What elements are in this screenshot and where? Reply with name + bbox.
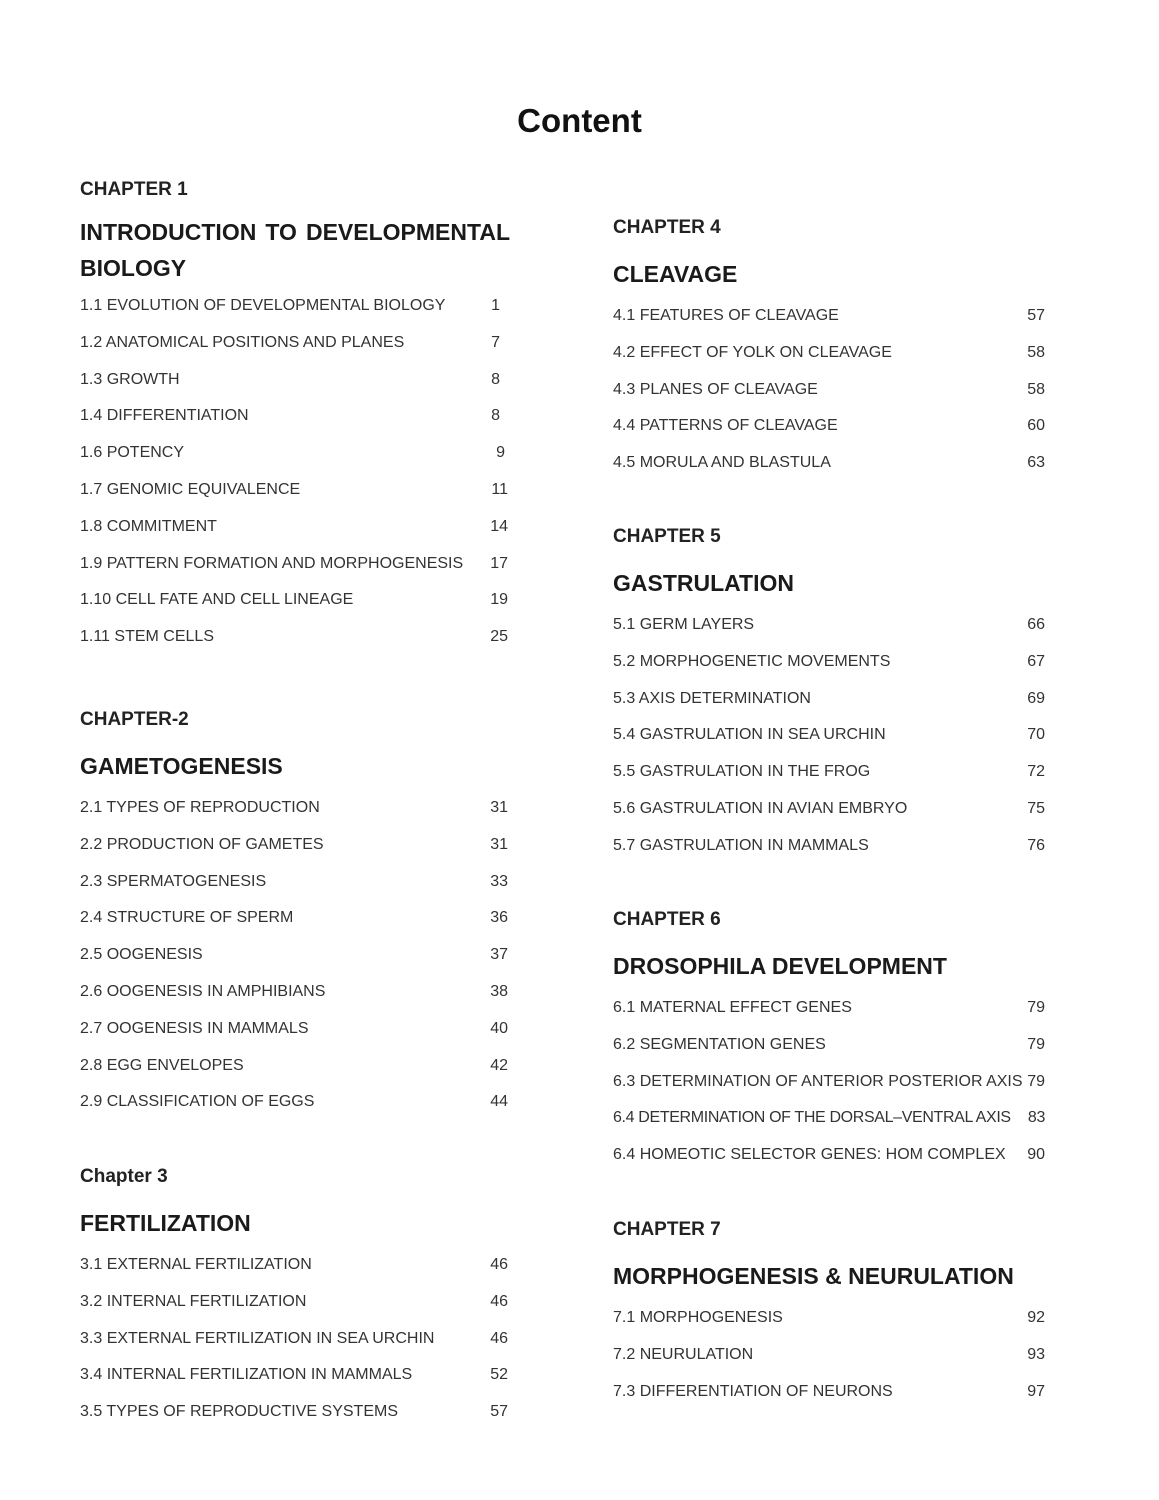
toc-entry-title: 5.4 GASTRULATION IN SEA URCHIN bbox=[613, 726, 886, 744]
toc-entry-page: 69 bbox=[1027, 689, 1045, 707]
toc-entry[interactable] bbox=[80, 1011, 510, 1048]
toc-entry[interactable] bbox=[80, 1357, 510, 1394]
toc-entry-title: 1.11 STEM CELLS bbox=[80, 628, 214, 646]
toc-entry[interactable] bbox=[613, 408, 1045, 445]
toc-entry-title: 2.3 SPERMATOGENESIS bbox=[80, 872, 267, 890]
toc-entry-page: 66 bbox=[1027, 616, 1045, 633]
toc-entry-page: 92 bbox=[1027, 1309, 1045, 1326]
toc-entry-page: 44 bbox=[490, 1093, 508, 1111]
toc-entry[interactable] bbox=[613, 1100, 1045, 1137]
chapter-title: DROSOPHILA DEVELOPMENT bbox=[613, 953, 947, 979]
toc-entry-page: 36 bbox=[490, 909, 508, 927]
toc-entry-list bbox=[613, 607, 1045, 865]
toc-entry-title: 1.1 EVOLUTION OF DEVELOPMENTAL BIOLOGY bbox=[80, 297, 446, 314]
toc-entry-title: 2.4 STRUCTURE OF SPERM bbox=[80, 909, 294, 927]
toc-entry-title: 1.3 GROWTH bbox=[80, 370, 180, 388]
chapter-7-section bbox=[613, 1216, 1045, 1410]
toc-entry-list bbox=[80, 1247, 510, 1431]
toc-entry-title: 6.3 DETERMINATION OF ANTERIOR POSTERIOR AXIS bbox=[613, 1072, 1023, 1090]
toc-entry-title: 4.3 PLANES OF CLEAVAGE bbox=[613, 380, 818, 398]
toc-entry-title: 5.3 AXIS DETERMINATION bbox=[613, 689, 811, 707]
toc-entry-page: 57 bbox=[490, 1403, 508, 1421]
toc-entry[interactable] bbox=[80, 435, 510, 472]
toc-entry[interactable] bbox=[613, 990, 1045, 1027]
toc-entry[interactable] bbox=[80, 1048, 510, 1085]
toc-entry[interactable] bbox=[80, 827, 510, 864]
toc-entry[interactable] bbox=[613, 1064, 1045, 1101]
toc-entry-page: 11 bbox=[491, 480, 508, 498]
toc-entry-list bbox=[613, 1300, 1045, 1410]
page-title: Content bbox=[517, 102, 642, 140]
toc-entry-page: 72 bbox=[1027, 763, 1045, 781]
toc-entry[interactable] bbox=[80, 546, 510, 583]
toc-entry-title: 2.6 OOGENESIS IN AMPHIBIANS bbox=[80, 982, 326, 1000]
toc-entry-page: 46 bbox=[490, 1256, 508, 1273]
toc-entry-title: 5.1 GERM LAYERS bbox=[613, 616, 755, 633]
toc-entry-title: 3.1 EXTERNAL FERTILIZATION bbox=[80, 1256, 312, 1273]
chapter-6-section bbox=[613, 906, 1045, 1174]
toc-entry-list bbox=[613, 990, 1045, 1174]
toc-entry[interactable] bbox=[80, 325, 510, 362]
toc-entry-title: 5.5 GASTRULATION IN THE FROG bbox=[613, 763, 871, 781]
toc-entry-title: 4.1 FEATURES OF CLEAVAGE bbox=[613, 307, 839, 324]
toc-entry-page: 90 bbox=[1027, 1146, 1045, 1164]
toc-entry[interactable] bbox=[80, 1247, 510, 1284]
toc-entry-title: 1.2 ANATOMICAL POSITIONS AND PLANES bbox=[80, 333, 405, 351]
toc-entry-title: 5.6 GASTRULATION IN AVIAN EMBRYO bbox=[613, 799, 908, 817]
toc-entry-page: 76 bbox=[1027, 836, 1045, 854]
chapter-label: CHAPTER-2 bbox=[80, 709, 189, 730]
toc-entry-title: 6.2 SEGMENTATION GENES bbox=[613, 1035, 826, 1053]
toc-entry-page: 79 bbox=[1027, 1072, 1045, 1090]
toc-entry-title: 1.9 PATTERN FORMATION AND MORPHOGENESIS bbox=[80, 554, 464, 572]
toc-entry-page: 8 bbox=[491, 370, 500, 388]
toc-entry[interactable] bbox=[613, 1300, 1045, 1337]
toc-entry[interactable] bbox=[613, 298, 1045, 335]
toc-entry-page: 58 bbox=[1027, 380, 1045, 398]
chapter-label: CHAPTER 5 bbox=[613, 526, 721, 547]
toc-entry-title: 6.1 MATERNAL EFFECT GENES bbox=[613, 999, 852, 1016]
toc-entry[interactable] bbox=[80, 619, 510, 656]
toc-entry-page: 57 bbox=[1027, 307, 1045, 324]
toc-entry-title: 1.6 POTENCY bbox=[80, 444, 185, 462]
toc-entry[interactable] bbox=[613, 644, 1045, 681]
toc-entry-title: 6.4 HOMEOTIC SELECTOR GENES: HOM COMPLEX bbox=[613, 1146, 1006, 1164]
toc-entry-page: 31 bbox=[490, 799, 508, 816]
toc-entry[interactable] bbox=[613, 372, 1045, 409]
toc-entry-page: 1 bbox=[491, 297, 500, 314]
toc-entry[interactable] bbox=[80, 582, 510, 619]
toc-entry-page: 63 bbox=[1027, 454, 1045, 472]
toc-entry[interactable] bbox=[80, 937, 510, 974]
chapter-5-section bbox=[613, 523, 1045, 865]
chapter-label: CHAPTER 1 bbox=[80, 179, 188, 200]
toc-entry-page: 75 bbox=[1027, 799, 1045, 817]
toc-entry[interactable] bbox=[80, 288, 510, 325]
toc-entry-title: 2.5 OOGENESIS bbox=[80, 946, 203, 964]
chapter-title: GAMETOGENESIS bbox=[80, 753, 283, 779]
chapter-2-section bbox=[80, 706, 510, 1121]
toc-entry-page: 60 bbox=[1027, 417, 1045, 435]
toc-entry-page: 37 bbox=[490, 946, 508, 964]
toc-entry-title: 3.3 EXTERNAL FERTILIZATION IN SEA URCHIN bbox=[80, 1329, 435, 1347]
toc-entry-title: 4.5 MORULA AND BLASTULA bbox=[613, 454, 831, 472]
toc-entry[interactable] bbox=[80, 864, 510, 901]
toc-entry-page: 19 bbox=[490, 591, 508, 609]
toc-entry[interactable] bbox=[613, 681, 1045, 718]
toc-entry-title: 5.2 MORPHOGENETIC MOVEMENTS bbox=[613, 652, 891, 670]
toc-entry-list bbox=[80, 288, 510, 656]
toc-entry[interactable] bbox=[613, 754, 1045, 791]
toc-entry-title: 7.3 DIFFERENTIATION OF NEURONS bbox=[613, 1382, 893, 1400]
toc-entry-title: 2.8 EGG ENVELOPES bbox=[80, 1056, 244, 1074]
toc-entry[interactable] bbox=[80, 472, 510, 509]
toc-entry-title: 7.1 MORPHOGENESIS bbox=[613, 1309, 783, 1326]
toc-entry-page: 33 bbox=[490, 872, 508, 890]
chapter-3-section bbox=[80, 1163, 510, 1431]
toc-entry-title: 1.7 GENOMIC EQUIVALENCE bbox=[80, 480, 301, 498]
toc-entry-list bbox=[613, 298, 1045, 482]
toc-entry[interactable] bbox=[613, 607, 1045, 644]
toc-entry-title: 3.4 INTERNAL FERTILIZATION IN MAMMALS bbox=[80, 1366, 413, 1384]
toc-entry[interactable] bbox=[613, 717, 1045, 754]
chapter-title: INTRODUCTION TO DEVELOPMENTAL BIOLOGY bbox=[80, 219, 510, 281]
toc-entry-page: 25 bbox=[490, 628, 508, 646]
toc-entry-page: 42 bbox=[490, 1056, 508, 1074]
toc-entry[interactable] bbox=[613, 828, 1045, 865]
toc-entry-title: 6.4 DETERMINATION OF THE DORSAL–VENTRAL AXIS bbox=[613, 1109, 1011, 1127]
toc-entry-page: 31 bbox=[490, 835, 508, 853]
toc-entry[interactable] bbox=[80, 900, 510, 937]
toc-entry-page: 70 bbox=[1027, 726, 1045, 744]
toc-entry-page: 67 bbox=[1027, 652, 1045, 670]
toc-entry[interactable] bbox=[80, 509, 510, 546]
toc-entry[interactable] bbox=[80, 398, 510, 435]
toc-entry-page: 93 bbox=[1027, 1345, 1045, 1363]
toc-entry-page: 17 bbox=[490, 554, 508, 572]
toc-entry-page: 46 bbox=[490, 1292, 508, 1310]
toc-entry[interactable] bbox=[613, 1374, 1045, 1411]
toc-entry[interactable] bbox=[80, 1394, 510, 1431]
toc-entry-page: 97 bbox=[1027, 1382, 1045, 1400]
toc-entry-page: 46 bbox=[490, 1329, 508, 1347]
toc-entry-page: 52 bbox=[490, 1366, 508, 1384]
toc-entry-page: 14 bbox=[490, 517, 508, 535]
toc-entry[interactable] bbox=[613, 791, 1045, 828]
toc-entry-page: 58 bbox=[1027, 343, 1045, 361]
toc-entry[interactable] bbox=[613, 1027, 1045, 1064]
chapter-title: GASTRULATION bbox=[613, 570, 795, 596]
toc-entry[interactable] bbox=[613, 445, 1045, 482]
toc-entry[interactable] bbox=[80, 1321, 510, 1358]
toc-entry-page: 79 bbox=[1027, 999, 1045, 1016]
toc-entry[interactable] bbox=[613, 1137, 1045, 1174]
toc-entry-page: 83 bbox=[1027, 1109, 1045, 1127]
toc-entry-title: 2.1 TYPES OF REPRODUCTION bbox=[80, 799, 320, 816]
toc-entry-title: 4.2 EFFECT OF YOLK ON CLEAVAGE bbox=[613, 343, 892, 361]
chapter-title: MORPHOGENESIS & NEURULATION bbox=[613, 1263, 1014, 1289]
toc-entry-title: 7.2 NEURULATION bbox=[613, 1345, 754, 1363]
toc-entry-title: 5.7 GASTRULATION IN MAMMALS bbox=[613, 836, 869, 854]
chapter-4-section bbox=[613, 214, 1045, 482]
chapter-title: FERTILIZATION bbox=[80, 1210, 251, 1236]
toc-entry-page: 38 bbox=[490, 982, 508, 1000]
toc-entry-title: 3.2 INTERNAL FERTILIZATION bbox=[80, 1292, 307, 1310]
toc-entry-page: 8 bbox=[491, 407, 500, 425]
chapter-label: CHAPTER 6 bbox=[613, 909, 721, 930]
chapter-title: CLEAVAGE bbox=[613, 261, 738, 287]
toc-entry-page: 79 bbox=[1027, 1035, 1045, 1053]
toc-entry[interactable] bbox=[80, 362, 510, 399]
toc-entry[interactable] bbox=[80, 790, 510, 827]
toc-entry-page: 7 bbox=[491, 333, 500, 351]
toc-entry[interactable] bbox=[80, 974, 510, 1011]
toc-entry-title: 2.9 CLASSIFICATION OF EGGS bbox=[80, 1093, 315, 1111]
toc-entry-list bbox=[80, 790, 510, 1121]
toc-entry-title: 3.5 TYPES OF REPRODUCTIVE SYSTEMS bbox=[80, 1403, 398, 1421]
chapter-label: Chapter 3 bbox=[80, 1166, 168, 1187]
toc-entry[interactable] bbox=[613, 335, 1045, 372]
chapter-label: CHAPTER 4 bbox=[613, 217, 721, 238]
toc-entry-title: 1.10 CELL FATE AND CELL LINEAGE bbox=[80, 591, 354, 609]
toc-entry[interactable] bbox=[80, 1084, 510, 1121]
toc-entry-title: 2.2 PRODUCTION OF GAMETES bbox=[80, 835, 324, 853]
toc-entry-title: 2.7 OOGENESIS IN MAMMALS bbox=[80, 1019, 309, 1037]
toc-entry-page: 40 bbox=[490, 1019, 508, 1037]
chapter-label: CHAPTER 7 bbox=[613, 1219, 721, 1240]
toc-entry-title: 4.4 PATTERNS OF CLEAVAGE bbox=[613, 417, 838, 435]
toc-entry-title: 1.8 COMMITMENT bbox=[80, 517, 217, 535]
toc-entry-page: 9 bbox=[496, 444, 505, 462]
chapter-1-section bbox=[80, 176, 510, 656]
toc-entry[interactable] bbox=[613, 1337, 1045, 1374]
toc-entry-title: 1.4 DIFFERENTIATION bbox=[80, 407, 249, 425]
toc-entry[interactable] bbox=[80, 1284, 510, 1321]
